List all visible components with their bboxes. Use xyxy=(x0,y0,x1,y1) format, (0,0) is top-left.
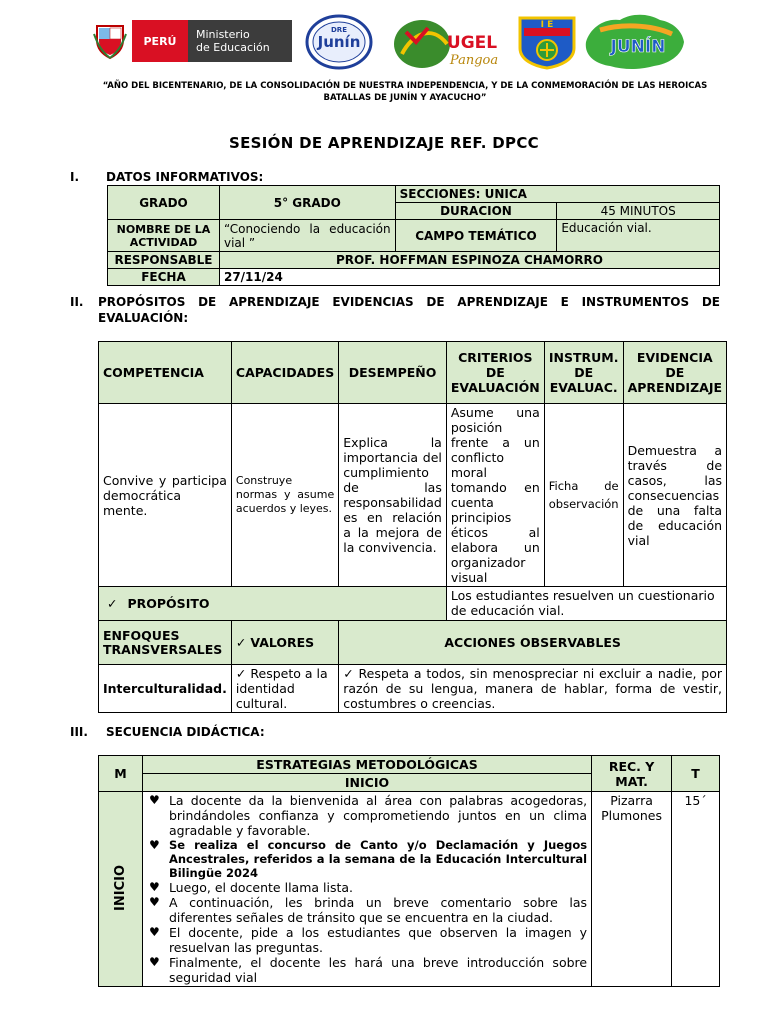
accion-value: Respeta a todos, sin menospreciar ni excluir a nadie, por razón de su lengua, manera de hablar, forma de vestir, costumbres o creencias. xyxy=(343,666,723,711)
valores-label: VALORES xyxy=(250,635,315,650)
ugel-pangoa-logo xyxy=(392,14,516,70)
enfoques-label: ENFOQUES TRANSVERSALES xyxy=(99,621,232,665)
datos-informativos-table xyxy=(107,185,720,286)
svg-text:DRE: DRE xyxy=(331,26,347,34)
enfoque-value: Interculturalidad. xyxy=(99,665,232,713)
secuencia-didactica-table xyxy=(98,755,720,987)
grado-label: GRADO xyxy=(108,186,220,220)
peru-label: PERÚ xyxy=(132,20,188,62)
header-evidencia: EVIDENCIA DE APRENDIZAJE xyxy=(623,342,726,404)
col-inicio: INICIO xyxy=(142,774,591,792)
evidencia-cell: Demuestra a través de casos, las consecuencias de una falta de educación vial xyxy=(623,404,726,587)
criterios-cell: Asume una posición frente a un conflicto moral tomando en cuenta principios éticos al elabora un organizador visual xyxy=(446,404,544,587)
responsable-value: PROF. HOFFMAN ESPINOZA CHAMORRO xyxy=(219,252,719,269)
svg-text:JUNÍN: JUNÍN xyxy=(610,37,666,57)
campo-tematico-value: Educación vial. xyxy=(557,220,720,252)
dre-junin-logo xyxy=(305,14,373,70)
valor-value: Respeto a la identidad cultural. xyxy=(235,666,328,711)
header-competencia: COMPETENCIA xyxy=(99,342,232,404)
ministerio-line1: Ministerio xyxy=(196,28,250,41)
grado-value: 5° GRADO xyxy=(219,186,395,220)
svg-text:UGEL: UGEL xyxy=(446,33,498,53)
peru-shield-icon xyxy=(88,20,132,62)
section-2-label: PROPÓSITOS DE APRENDIZAJE EVIDENCIAS DE APRENDIZAJE E INSTRUMENTOS DE EVALUACIÓN: xyxy=(98,295,720,325)
strategies-list xyxy=(147,793,587,985)
header-instrumento: INSTRUM. DE EVALUAC. xyxy=(544,342,623,404)
header-logos xyxy=(0,8,768,74)
region-junin-logo xyxy=(580,12,690,72)
year-motto: “AÑO DEL BICENTENARIO, DE LA CONSOLIDACIÓN DE NUESTRA INDEPENDENCIA, Y DE LA CONMEMORACIÓN DE LAS HEROICAS BATALLAS DE JUNÍN Y AYACUCHO” xyxy=(102,81,708,103)
instrumento-cell: Ficha de observación xyxy=(544,404,623,587)
capacidades-cell: Construye normas y asume acuerdos y leyes. xyxy=(231,404,338,587)
section-3-number: III. xyxy=(70,725,88,739)
inicio-row-label-cell xyxy=(99,792,143,987)
recurso-plumones: Plumones xyxy=(601,808,662,823)
strategy-item: ♥ Luego, el docente llama lista. xyxy=(147,880,587,895)
strategy-item: ♥ A continuación, les brinda un breve comentario sobre las diferentes señales de tránsito que se encuentra en la ciudad. xyxy=(147,895,587,925)
section-1-label: DATOS INFORMATIVOS: xyxy=(106,170,264,184)
strategy-item: ♥ Se realiza el concurso de Canto y/o Declamación y Juegos Ancestrales, referidos a la semana de la Educación Intercultural Bilingüe 2024 xyxy=(147,838,587,880)
section-1-number: I. xyxy=(70,170,80,184)
section-3-label: SECUENCIA DIDÁCTICA: xyxy=(106,725,265,739)
propositos-table xyxy=(98,341,727,713)
col-tiempo: T xyxy=(672,756,720,792)
proposito-value: Los estudiantes resuelven un cuestionario de educación vial. xyxy=(446,587,726,621)
accion-cell xyxy=(339,665,727,713)
responsable-label: RESPONSABLE xyxy=(108,252,220,269)
valor-cell xyxy=(231,665,338,713)
header-criterios: CRITERIOS DE EVALUACIÓN xyxy=(446,342,544,404)
checkmark-icon xyxy=(103,596,121,611)
secciones-value: SECCIONES: UNICA xyxy=(395,186,719,203)
svg-text:Pangoa: Pangoa xyxy=(449,53,499,68)
recursos-cell xyxy=(592,792,672,987)
desempeno-cell: Explica la importancia del cumplimiento de las responsabilidad es en relación a la mejora de la convivencia. xyxy=(339,404,447,587)
section-2-number: II. xyxy=(70,295,84,309)
ministerio-educacion-logo xyxy=(88,20,292,62)
duracion-value: 45 MINUTOS xyxy=(557,203,720,220)
checkmark-icon xyxy=(343,666,358,681)
col-recursos: REC. Y MAT. xyxy=(592,756,672,792)
col-m: M xyxy=(99,756,143,792)
proposito-label: PROPÓSITO xyxy=(127,596,210,611)
campo-tematico-label: CAMPO TEMÁTICO xyxy=(395,220,557,252)
inicio-strategies-cell xyxy=(142,792,591,987)
acciones-label: ACCIONES OBSERVABLES xyxy=(339,621,727,665)
recurso-pizarra: Pizarra xyxy=(610,793,653,808)
ministerio-line2: de Educación xyxy=(196,41,270,54)
tiempo-cell: 15´ xyxy=(672,792,720,987)
proposito-label-cell xyxy=(99,587,447,621)
checkmark-icon xyxy=(236,635,250,650)
strategy-item: ♥ La docente da la bienvenida al área con palabras acogedoras, brindándoles confianza y comprometiendo juntos en un clima agradable y favorable. xyxy=(147,793,587,838)
checkmark-icon xyxy=(236,666,250,681)
svg-text:Junín: Junín xyxy=(317,33,361,51)
strategy-item: ♥ Finalmente, el docente les hará una breve introducción sobre seguridad vial xyxy=(147,955,587,985)
section-2-heading xyxy=(70,294,720,326)
actividad-value: “Conociendo la educación vial ” xyxy=(219,220,395,252)
ministerio-label xyxy=(188,20,292,62)
valores-label-cell xyxy=(231,621,338,665)
col-estrategias: ESTRATEGIAS METODOLÓGICAS xyxy=(142,756,591,774)
actividad-label: NOMBRE DE LA ACTIVIDAD xyxy=(108,220,220,252)
fecha-label: FECHA xyxy=(108,269,220,286)
header-desempeno: DESEMPEÑO xyxy=(339,342,447,404)
institucion-educativa-logo xyxy=(516,14,578,70)
duracion-label: DURACION xyxy=(395,203,557,220)
strategy-item: ♥ El docente, pide a los estudiantes que observen la imagen y resuelvan las preguntas. xyxy=(147,925,587,955)
competencia-cell: Convive y participa democrática mente. xyxy=(99,404,232,587)
inicio-row-label: INICIO xyxy=(112,864,128,911)
header-capacidades: CAPACIDADES xyxy=(231,342,338,404)
svg-text:I E: I E xyxy=(540,20,554,30)
document-title: SESIÓN DE APRENDIZAJE REF. DPCC xyxy=(229,134,539,152)
fecha-value: 27/11/24 xyxy=(219,269,719,286)
